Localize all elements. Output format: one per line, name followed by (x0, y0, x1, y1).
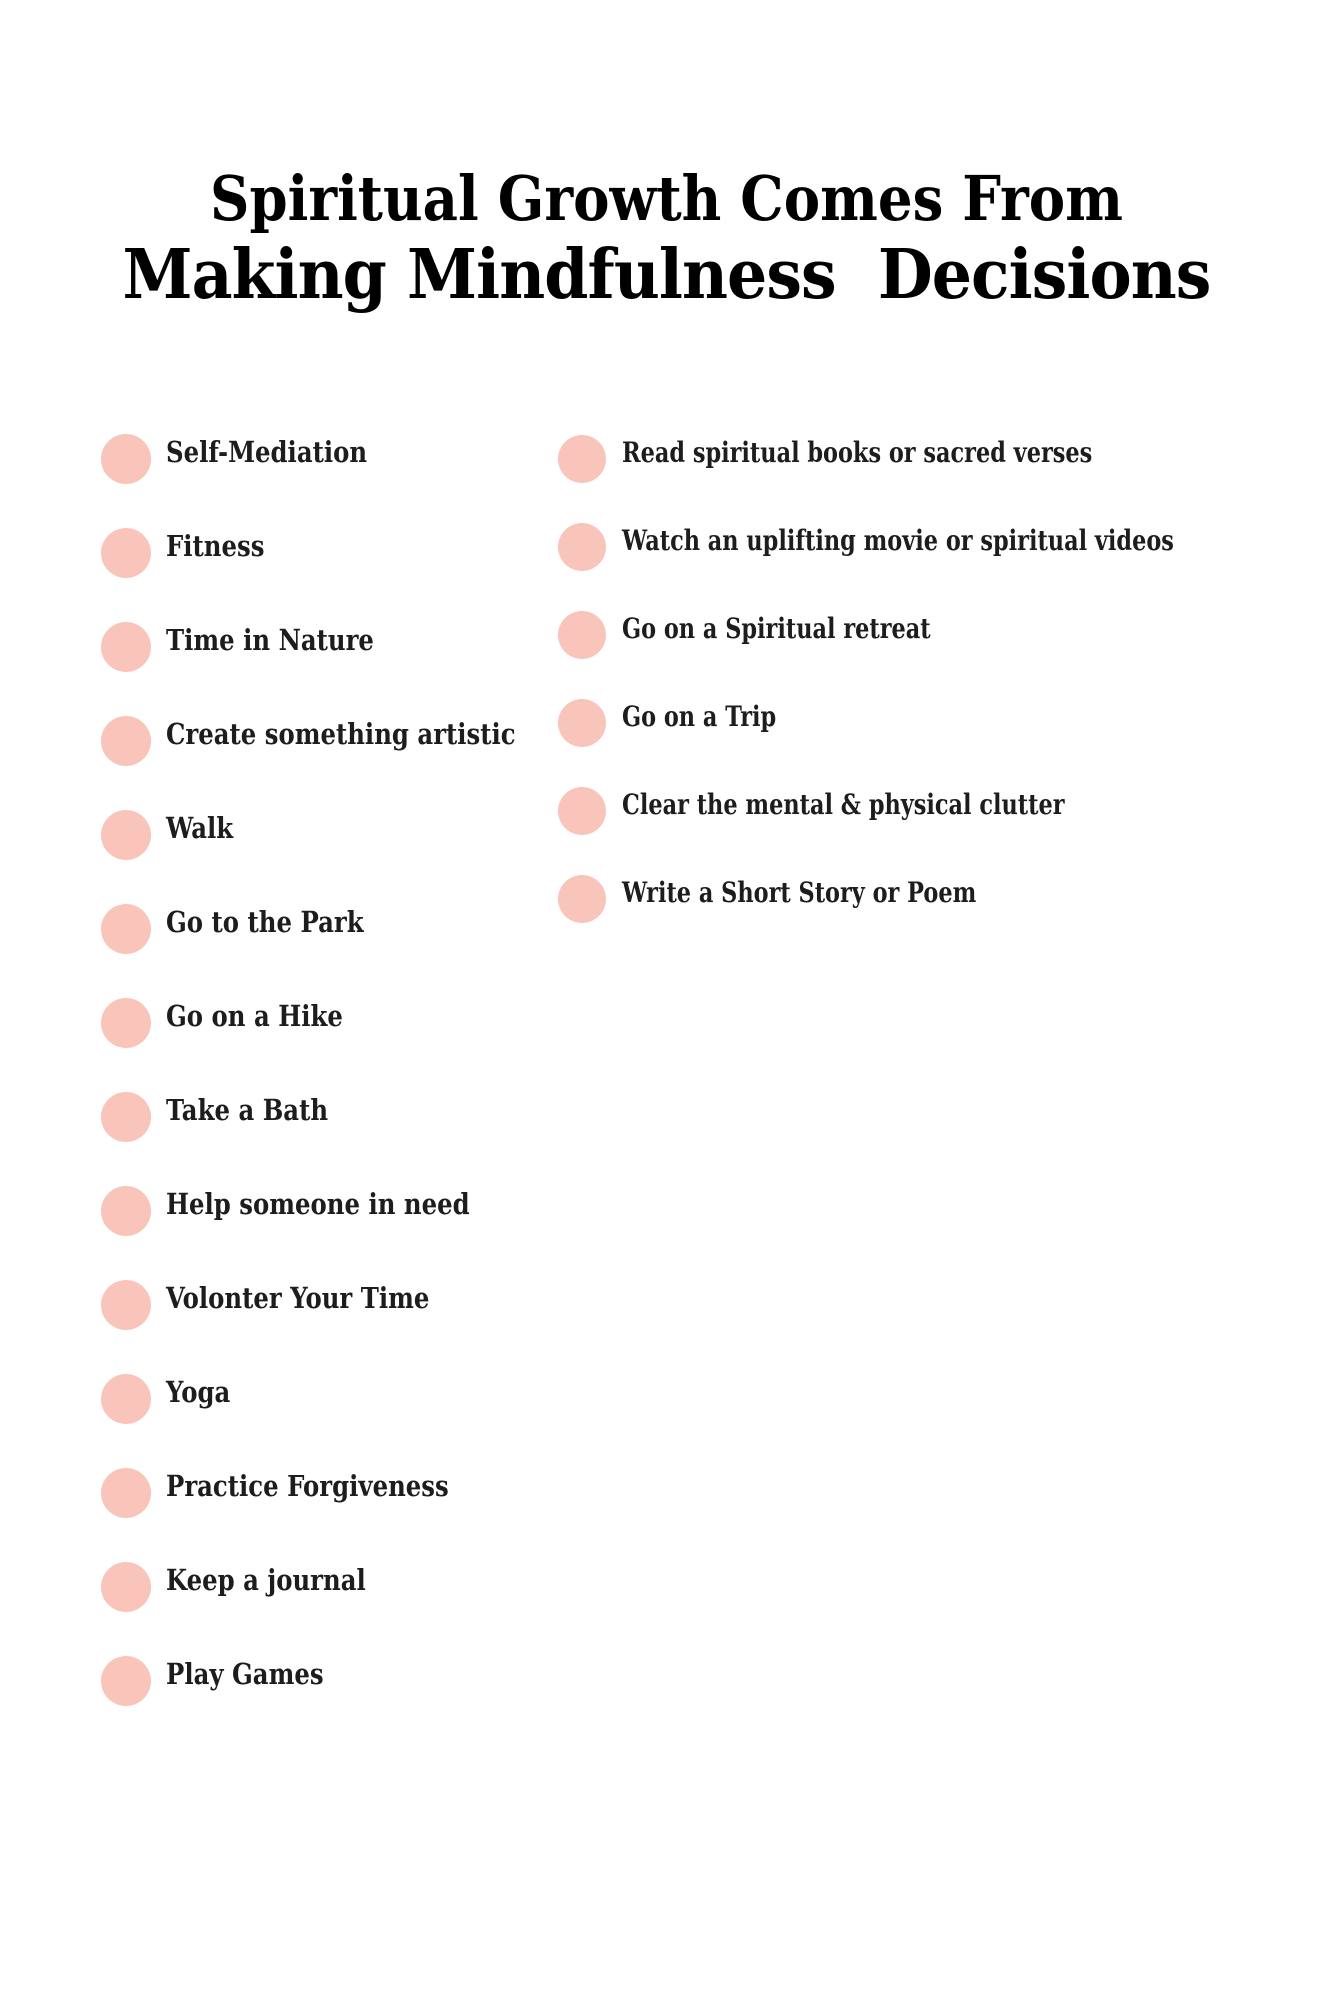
title-line-2: Making Mindfulness Decisions (122, 235, 1211, 315)
bullet-dot-icon (101, 1468, 151, 1518)
list-item-label: Go on a Spiritual retreat (622, 611, 931, 645)
list-item-label: Write a Short Story or Poem (622, 875, 977, 909)
list-item-label: Play Games (166, 1657, 324, 1691)
bullet-dot-icon (558, 523, 606, 571)
bullet-dot-icon (101, 622, 151, 672)
list-item-label: Time in Nature (166, 623, 374, 657)
list-item-label: Help someone in need (166, 1187, 470, 1221)
bullet-dot-icon (558, 611, 606, 659)
left-column (101, 434, 582, 1706)
title-line-1: Spiritual Growth Comes From (210, 162, 1123, 235)
list-item-label: Volonter Your Time (166, 1281, 430, 1315)
bullet-dot-icon (101, 1186, 151, 1236)
list-item (101, 434, 582, 484)
bullet-dot-icon (101, 810, 151, 860)
list-item (558, 699, 1312, 747)
list-item-label: Fitness (166, 529, 265, 563)
list-item-label: Go to the Park (166, 905, 364, 939)
bullet-dot-icon (101, 1374, 151, 1424)
list-item-label: Watch an uplifting movie or spiritual videos (622, 523, 1174, 557)
list-item-label: Walk (166, 811, 234, 845)
list-item-label: Practice Forgiveness (166, 1469, 449, 1503)
list-item (558, 787, 1312, 835)
page-title (0, 163, 1333, 315)
list-item (101, 1374, 582, 1424)
list-item (558, 435, 1312, 483)
list-item-label: Self-Mediation (166, 435, 368, 469)
list-item (101, 716, 582, 766)
bullet-dot-icon (558, 435, 606, 483)
list-item-label: Read spiritual books or sacred verses (622, 435, 1093, 469)
list-item-label: Keep a journal (166, 1563, 366, 1597)
bullet-dot-icon (558, 699, 606, 747)
bullet-dot-icon (101, 434, 151, 484)
list-item-label: Go on a Hike (166, 999, 343, 1033)
list-item (558, 523, 1312, 571)
list-item (101, 998, 582, 1048)
list-item-label: Clear the mental & physical clutter (622, 787, 1065, 821)
list-item-label: Go on a Trip (622, 699, 777, 733)
bullet-dot-icon (101, 1562, 151, 1612)
list-item (101, 1656, 582, 1706)
bullet-dot-icon (558, 875, 606, 923)
bullet-dot-icon (101, 904, 151, 954)
list-item (101, 1186, 582, 1236)
list-item (101, 904, 582, 954)
bullet-dot-icon (101, 1656, 151, 1706)
list-item (101, 810, 582, 860)
right-column (558, 435, 1312, 923)
list-item (558, 875, 1312, 923)
list-item-label: Create something artistic (166, 717, 516, 751)
bullet-dot-icon (101, 716, 151, 766)
list-item (558, 611, 1312, 659)
list-item-label: Yoga (166, 1375, 231, 1409)
bullet-dot-icon (558, 787, 606, 835)
list-item (101, 528, 582, 578)
bullet-dot-icon (101, 528, 151, 578)
list-item (101, 622, 582, 672)
bullet-dot-icon (101, 1280, 151, 1330)
list-item (101, 1468, 582, 1518)
bullet-dot-icon (101, 998, 151, 1048)
bullet-dot-icon (101, 1092, 151, 1142)
list-item (101, 1562, 582, 1612)
list-item (101, 1280, 582, 1330)
list-item-label: Take a Bath (166, 1093, 329, 1127)
list-item (101, 1092, 582, 1142)
